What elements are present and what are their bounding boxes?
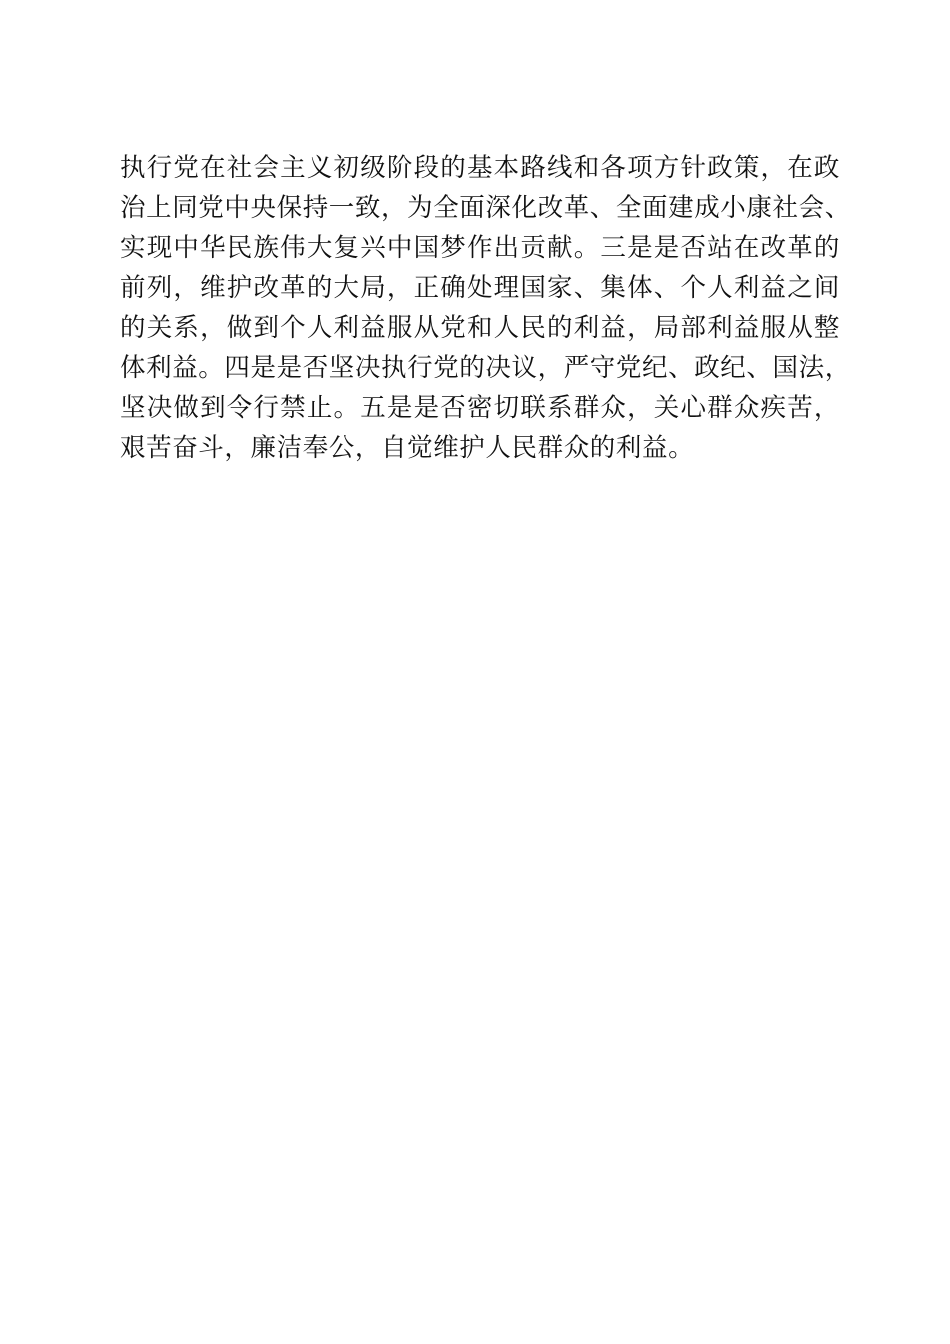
text-line: 坚决做到令行禁止。五是是否密切联系群众，关心群众疾苦， (120, 393, 840, 423)
text-line: 艰苦奋斗，廉洁奉公，自觉维护人民群众的利益。 (120, 433, 695, 463)
text-line: 实现中华民族伟大复兴中国梦作出贡献。三是是否站在改革的 (120, 233, 840, 263)
text-line: 执行党在社会主义初级阶段的基本路线和各项方针政策，在政 (120, 153, 840, 183)
text-line: 的关系，做到个人利益服从党和人民的利益，局部利益服从整 (120, 313, 840, 343)
text-line: 前列，维护改革的大局，正确处理国家、集体、个人利益之间 (120, 273, 840, 303)
text-line: 体利益。四是是否坚决执行党的决议，严守党纪、政纪、国法， (120, 353, 851, 383)
section-heading (170, 428, 840, 468)
text-line: 治上同党中央保持一致，为全面深化改革、全面建成小康社会、 (120, 193, 851, 223)
